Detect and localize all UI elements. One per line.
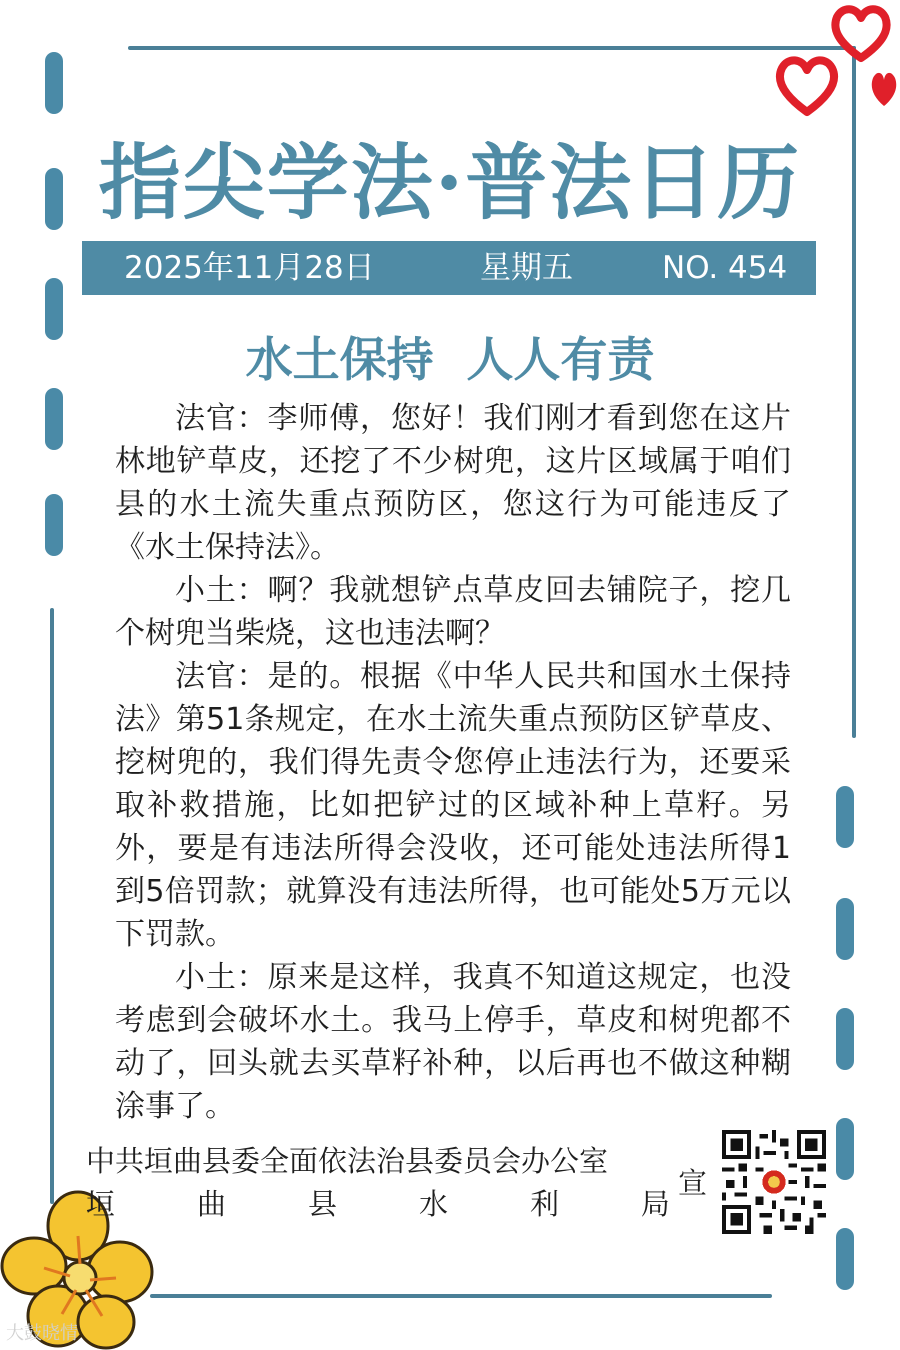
publisher-char: 水 xyxy=(418,1187,448,1221)
right-dash xyxy=(836,1228,854,1290)
dialogue-paragraph: 法官：是的。根据《中华人民共和国水土保持法》第51条规定，在水土流失重点预防区铲草皮、挖树兜的，我们得先责令您停止违法行为，还要采取补救措施，比如把铲过的区域补种上草籽。另外，要是有违法所得会没收，还可能处违法所得1到5倍罚款；就算没有违法所得，也可能处5万元以下罚款。 xyxy=(115,659,791,952)
heart-icon xyxy=(868,66,900,110)
left-dash xyxy=(45,494,63,556)
frame-bottom-border xyxy=(150,1294,772,1298)
publisher-char: 曲 xyxy=(196,1187,226,1221)
dialogue-paragraph: 法官：李师傅，您好！我们刚才看到您在这片林地铲草皮，还挖了不少树兜，这片区域属于咱们县的水土流失重点预防区，您这行为可能违反了《水土保持法》。 xyxy=(115,401,791,565)
left-dash xyxy=(45,388,63,450)
left-dash xyxy=(45,278,63,340)
publisher-char: 垣 xyxy=(86,1187,116,1221)
watermark: 大鼓晓情 xyxy=(6,1323,78,1344)
issue-number: NO. 454 xyxy=(662,250,788,286)
publisher-line-1: 中共垣曲县委全面依法治县委员会办公室 xyxy=(86,1144,609,1178)
left-dash xyxy=(45,52,63,114)
right-dash xyxy=(836,1118,854,1180)
heart-icon xyxy=(828,2,894,64)
publisher-char: 县 xyxy=(307,1187,337,1221)
frame-left-border xyxy=(50,608,54,1204)
right-dash xyxy=(836,898,854,960)
publisher-suffix: 宣 xyxy=(678,1166,708,1200)
article-title: 水土保持 人人有责 xyxy=(245,333,655,388)
dialogue-paragraph: 小土：原来是这样，我真不知道这规定，也没考虑到会破坏水土。我马上停手，草皮和树兜都不动了，回头就去买草籽补种，以后再也不做这种糊涂事了。 xyxy=(115,960,791,1124)
issue-weekday: 星期五 xyxy=(480,250,573,286)
dialogue-paragraph: 小土：啊？我就想铲点草皮回去铺院子，挖几个树兜当柴烧，这也违法啊？ xyxy=(115,573,791,651)
issue-date: 2025年11月28日 xyxy=(124,250,375,286)
publisher-line-2 xyxy=(86,1183,670,1226)
date-bar xyxy=(82,241,816,295)
publisher-char: 局 xyxy=(640,1187,670,1221)
frame-top-border xyxy=(128,46,856,50)
right-dash xyxy=(836,1008,854,1070)
qr-code-icon[interactable] xyxy=(722,1130,826,1234)
frame-right-border xyxy=(852,46,856,738)
publisher-char: 利 xyxy=(529,1187,559,1221)
page-title: 指尖学法·普法日历 xyxy=(98,135,802,231)
right-dash xyxy=(836,786,854,848)
article-body xyxy=(115,397,791,1128)
